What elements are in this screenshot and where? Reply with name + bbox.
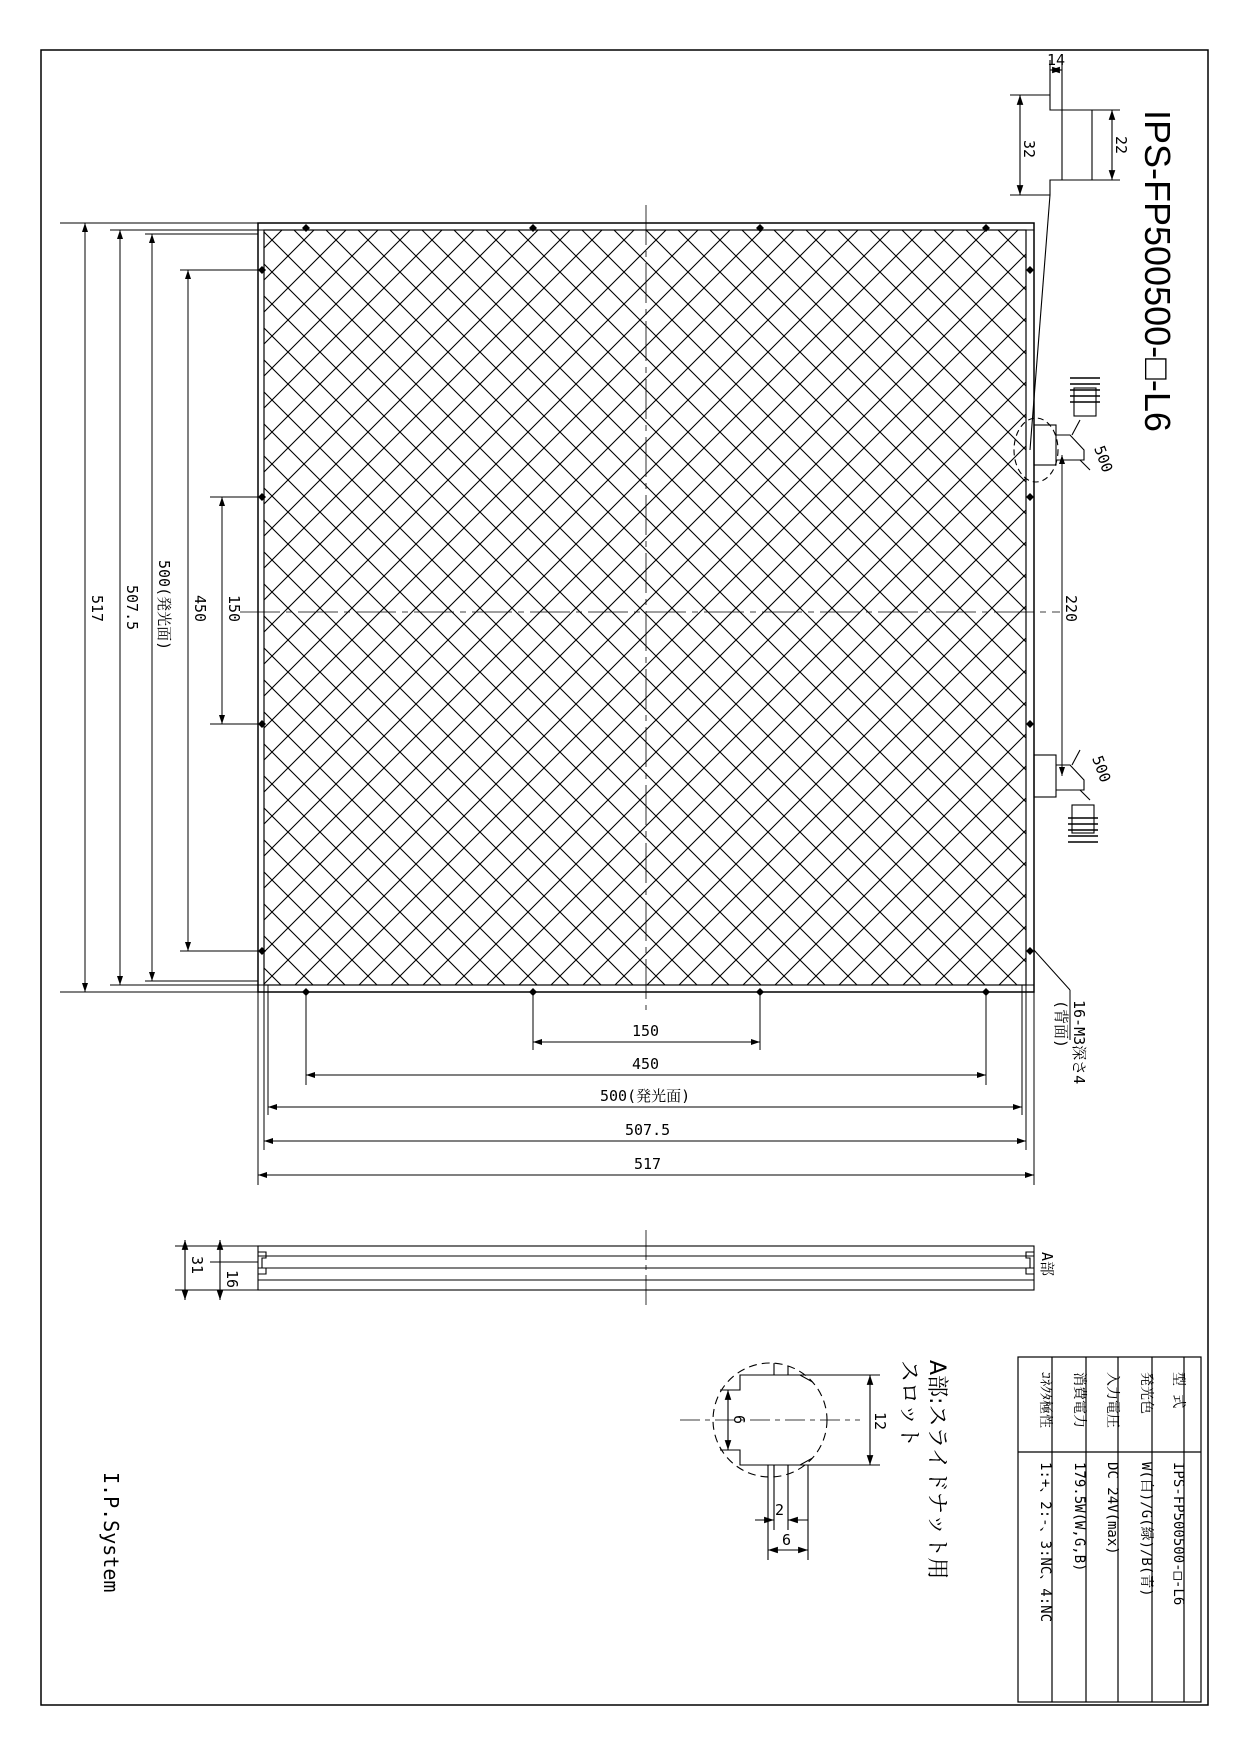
dim-left-517: 517 xyxy=(88,595,106,623)
cable-upper xyxy=(1014,378,1100,482)
dim-bottom-507: 507.5 xyxy=(625,1121,671,1139)
spec-value-model: IPS-FP500500-□-L6 xyxy=(1170,1462,1186,1606)
dim-left-150: 150 xyxy=(225,595,243,623)
spec-label-model: 型 式 xyxy=(1170,1372,1186,1409)
spec-label-connector: ｺﾈｸﾀ極性 xyxy=(1037,1372,1053,1428)
dim-cable-lower: 500 xyxy=(1088,753,1115,785)
dim-left-507: 507.5 xyxy=(123,585,141,631)
slot-detail xyxy=(680,1300,880,1560)
emission-surface xyxy=(264,230,1026,985)
detail-note-line1: A部:スライドナット用 xyxy=(924,1360,949,1580)
dim-detail-6b: 6 xyxy=(782,1531,792,1549)
dim-left-450: 450 xyxy=(191,595,209,623)
spec-label-color: 発光色 xyxy=(1138,1372,1154,1414)
dim-cable-upper: 500 xyxy=(1090,443,1117,475)
dim-slot-offset: 16 xyxy=(223,1270,241,1289)
dim-detail-6a: 6 xyxy=(730,1415,748,1425)
section-a-label: A部 xyxy=(1038,1252,1056,1277)
dim-detail-12: 12 xyxy=(871,1412,889,1431)
spec-label-power: 消費電力 xyxy=(1071,1372,1087,1428)
dim-cable-spacing: 220 xyxy=(1062,595,1080,623)
dim-detail-2: 2 xyxy=(775,1501,785,1519)
top-view xyxy=(240,205,1060,1010)
dim-bottom-150: 150 xyxy=(632,1022,660,1040)
dim-bottom-450: 450 xyxy=(632,1055,660,1073)
side-view xyxy=(175,1230,1034,1305)
dim-flange-height: 32 xyxy=(1020,140,1038,159)
maker-name: I.P.System xyxy=(99,1472,123,1593)
spec-value-connector: 1:+、2:-、3:NC、4:NC xyxy=(1037,1462,1053,1623)
dim-thickness: 31 xyxy=(188,1256,206,1275)
spec-value-color: W(白)/G(緑)/B(青) xyxy=(1138,1462,1154,1597)
cable-lower xyxy=(1034,750,1098,842)
spec-value-power: 179.5W(W,G,B) xyxy=(1071,1462,1087,1572)
hole-note-line1: 16-M3深さ4 xyxy=(1070,1000,1088,1085)
hole-note-line2: (背面) xyxy=(1052,1000,1070,1049)
model-title: IPS-FP500500-□-L6 xyxy=(1137,110,1178,432)
dim-bottom-500: 500(発光面) xyxy=(600,1087,691,1105)
dim-flange-width: 14 xyxy=(1047,51,1066,69)
dim-left-500: 500(発光面) xyxy=(155,560,173,651)
spec-label-voltage: 入力電圧 xyxy=(1104,1372,1120,1428)
spec-value-voltage: DC 24V(max) xyxy=(1104,1462,1120,1555)
detail-note-line2: スロット xyxy=(896,1360,921,1448)
dim-flange-inner: 22 xyxy=(1112,136,1130,155)
dim-bottom-517: 517 xyxy=(634,1155,662,1173)
